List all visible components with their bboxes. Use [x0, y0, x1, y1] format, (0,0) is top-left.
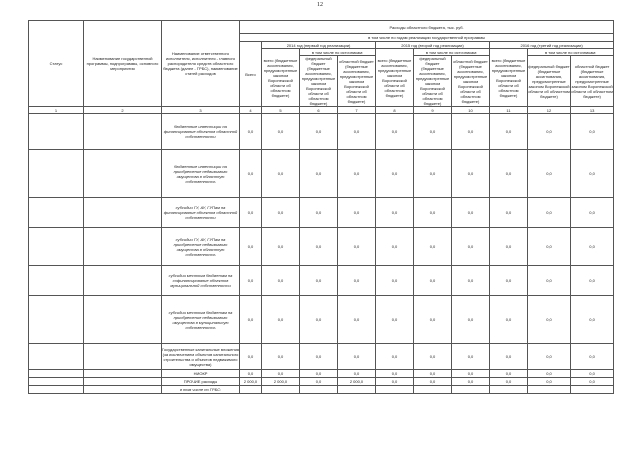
header-status: Статус: [29, 21, 84, 107]
value-cell: 0,0: [376, 228, 414, 266]
value-cell: 0,0: [262, 296, 300, 344]
value-cell: 0,0: [452, 228, 490, 266]
program-cell: [84, 150, 162, 198]
header-program-name: Наименование государственной программы, подпрограммы, основного мероприятия: [84, 21, 162, 107]
value-cell: [490, 386, 528, 394]
column-number-row: [29, 107, 614, 114]
header-year-2014: 2014 год (первый год реализации): [262, 42, 376, 49]
value-cell: [571, 386, 614, 394]
header-col-total-2015: всего (бюджетные ассигнования, предусмотренные законом Воронежской области об областном бюджете): [376, 49, 414, 107]
value-cell: 0,0: [528, 114, 571, 150]
program-cell: [84, 344, 162, 370]
value-cell: [452, 386, 490, 394]
column-number: 10: [452, 107, 490, 114]
row-label: субсидии ГУ, АУ, ГУПам на финансирование объектов областной собственности: [162, 198, 240, 228]
header-sources-2015: в том числе по источникам:: [414, 49, 490, 56]
value-cell: 0,0: [571, 296, 614, 344]
value-cell: 0,0: [262, 266, 300, 296]
header-year-2015: 2015 год (второй год реализации): [376, 42, 490, 49]
value-cell: [414, 386, 452, 394]
status-cell: [29, 198, 84, 228]
value-cell: [240, 386, 262, 394]
value-cell: 0,0: [300, 370, 338, 378]
row-label: бюджетные инвестиции на финансирование объектов областной собственности: [162, 114, 240, 150]
value-cell: 0,0: [376, 150, 414, 198]
program-cell: [84, 378, 162, 386]
value-cell: 0,0: [490, 198, 528, 228]
table-row: [29, 228, 614, 266]
column-number: 3: [162, 107, 240, 114]
value-cell: 0,0: [240, 198, 262, 228]
value-cell: 0,0: [528, 370, 571, 378]
page-number: 12: [317, 2, 323, 8]
status-cell: [29, 296, 84, 344]
value-cell: 0,0: [571, 114, 614, 150]
value-cell: 0,0: [240, 150, 262, 198]
row-label: субсидии ГУ, АУ, ГУПам на приобретение недвижимого имущества в областную собственность: [162, 228, 240, 266]
value-cell: 0,0: [376, 114, 414, 150]
value-cell: 0,0: [376, 344, 414, 370]
status-cell: [29, 386, 84, 394]
status-cell: [29, 370, 84, 378]
table-row: [29, 114, 614, 150]
value-cell: 0,0: [240, 344, 262, 370]
value-cell: 0,0: [300, 198, 338, 228]
value-cell: 0,0: [452, 378, 490, 386]
value-cell: 0,0: [376, 370, 414, 378]
value-cell: 0,0: [452, 296, 490, 344]
value-cell: 0,0: [571, 266, 614, 296]
table-body: [29, 114, 614, 394]
value-cell: 0,0: [414, 266, 452, 296]
value-cell: 0,0: [300, 266, 338, 296]
header-regional-2015: областной бюджет (бюджетные ассигнования, предусмотренные законом Воронежской области об областном бюджете): [452, 56, 490, 107]
status-cell: [29, 378, 84, 386]
value-cell: 0,0: [490, 266, 528, 296]
value-cell: 0,0: [414, 114, 452, 150]
table-row: [29, 198, 614, 228]
table-row: [29, 386, 614, 394]
program-cell: [84, 370, 162, 378]
value-cell: 0,0: [262, 150, 300, 198]
value-cell: 0,0: [376, 198, 414, 228]
status-cell: [29, 114, 84, 150]
value-cell: 0,0: [452, 114, 490, 150]
value-cell: 0,0: [490, 150, 528, 198]
header-executor: Наименование ответственного исполнителя, исполнителя - главного распорядителя средств областного бюджета (далее - ГРБС), наименование статей расходов: [162, 21, 240, 107]
value-cell: 0,0: [414, 344, 452, 370]
column-number: 4: [240, 107, 262, 114]
column-number: 13: [571, 107, 614, 114]
value-cell: 0,0: [262, 370, 300, 378]
row-label: в том числе по ГРБС:: [162, 386, 240, 394]
value-cell: 0,0: [338, 150, 376, 198]
value-cell: 0,0: [490, 378, 528, 386]
value-cell: 0,0: [300, 228, 338, 266]
table-row: [29, 378, 614, 386]
value-cell: 0,0: [300, 296, 338, 344]
row-label: бюджетные инвестиции на приобретение недвижимого имущества в областную собственность: [162, 150, 240, 198]
value-cell: 0,0: [338, 344, 376, 370]
status-cell: [29, 266, 84, 296]
value-cell: 0,0: [262, 114, 300, 150]
value-cell: 0,0: [376, 266, 414, 296]
table-row: [29, 344, 614, 370]
value-cell: 0,0: [490, 114, 528, 150]
value-cell: 0,0: [338, 296, 376, 344]
row-label: субсидии местным бюджетам на софинансирование объектов муниципальной собственности: [162, 266, 240, 296]
value-cell: 0,0: [452, 266, 490, 296]
value-cell: 0,0: [240, 296, 262, 344]
table-row: [29, 150, 614, 198]
value-cell: 0,0: [571, 150, 614, 198]
value-cell: 0,0: [571, 198, 614, 228]
value-cell: 0,0: [490, 344, 528, 370]
program-cell: [84, 266, 162, 296]
status-cell: [29, 228, 84, 266]
value-cell: 0,0: [528, 266, 571, 296]
value-cell: [262, 386, 300, 394]
value-cell: 0,0: [490, 296, 528, 344]
value-cell: 0,0: [571, 378, 614, 386]
value-cell: 0,0: [452, 150, 490, 198]
value-cell: 0,0: [262, 344, 300, 370]
value-cell: 0,0: [240, 266, 262, 296]
header-col-total-2014: всего (бюджетные ассигнования, предусмотренные законом Воронежской области об областном бюджете): [262, 49, 300, 107]
status-cell: [29, 150, 84, 198]
table-row: [29, 370, 614, 378]
value-cell: 0,0: [300, 344, 338, 370]
header-sources-2014: в том числе по источникам:: [300, 49, 376, 56]
value-cell: 0,0: [414, 378, 452, 386]
value-cell: 0,0: [528, 296, 571, 344]
value-cell: [338, 386, 376, 394]
value-cell: 0,0: [414, 150, 452, 198]
table-row: [29, 296, 614, 344]
value-cell: 0,0: [452, 198, 490, 228]
table-row: [29, 266, 614, 296]
status-cell: [29, 344, 84, 370]
header-federal-2014: федеральный бюджет (бюджетные ассигнования, предусмотренные законом Воронежской области об областном бюджете): [300, 56, 338, 107]
value-cell: 0,0: [528, 378, 571, 386]
row-label: субсидии местным бюджетам на приобретение недвижимого имущества в муниципальную собственность: [162, 296, 240, 344]
program-cell: [84, 114, 162, 150]
header-year-2016: 2016 год (третий год реализации): [490, 42, 614, 49]
value-cell: 0,0: [338, 266, 376, 296]
program-cell: [84, 386, 162, 394]
value-cell: [376, 386, 414, 394]
header-federal-2016: федеральный бюджет (бюджетные ассигнования, предусмотренные законом Воронежской области об областном бюджете): [528, 56, 571, 107]
row-label: НИОКР: [162, 370, 240, 378]
column-number: 11: [490, 107, 528, 114]
program-cell: [84, 296, 162, 344]
column-number: 1: [29, 107, 84, 114]
value-cell: 0,0: [240, 228, 262, 266]
column-number: 6: [300, 107, 338, 114]
column-number: 5: [262, 107, 300, 114]
value-cell: 0,0: [338, 198, 376, 228]
budget-table: [28, 20, 614, 394]
value-cell: 0,0: [490, 228, 528, 266]
program-cell: [84, 228, 162, 266]
value-cell: 0,0: [338, 114, 376, 150]
row-label: Государственные капитальные вложения (за исключением объектов капитального строительства и объектов недвижимого имущества): [162, 344, 240, 370]
value-cell: 0,0: [528, 150, 571, 198]
value-cell: 0,0: [452, 344, 490, 370]
row-label: ПРОЧИЕ расходы: [162, 378, 240, 386]
header-federal-2015: федеральный бюджет (бюджетные ассигнования, предусмотренные законом Воронежской области об областном бюджете): [414, 56, 452, 107]
header-regional-2014: областной бюджет (бюджетные ассигнования, предусмотренные законом Воронежской области об областном бюджете): [338, 56, 376, 107]
value-cell: 0,0: [414, 370, 452, 378]
value-cell: 2 000,0: [338, 378, 376, 386]
value-cell: 0,0: [528, 228, 571, 266]
value-cell: 0,0: [414, 228, 452, 266]
value-cell: 0,0: [262, 228, 300, 266]
column-number: 12: [528, 107, 571, 114]
value-cell: [300, 386, 338, 394]
value-cell: 0,0: [240, 370, 262, 378]
value-cell: 0,0: [414, 296, 452, 344]
value-cell: 0,0: [571, 344, 614, 370]
value-cell: 0,0: [414, 198, 452, 228]
value-cell: [528, 386, 571, 394]
value-cell: 0,0: [528, 344, 571, 370]
value-cell: 0,0: [300, 114, 338, 150]
header-sub-group: в том числе по годам реализации государственной программы: [240, 34, 614, 42]
value-cell: 0,0: [376, 378, 414, 386]
header-sources-2016: в том числе по источникам:: [528, 49, 614, 56]
value-cell: 0,0: [376, 296, 414, 344]
header-total: Всего: [240, 42, 262, 107]
value-cell: 0,0: [240, 114, 262, 150]
header-top-group: Расходы областного бюджета, тыс. руб.: [240, 21, 614, 34]
value-cell: 0,0: [262, 198, 300, 228]
value-cell: 0,0: [571, 370, 614, 378]
value-cell: 0,0: [528, 198, 571, 228]
column-number: 8: [376, 107, 414, 114]
value-cell: 0,0: [571, 228, 614, 266]
value-cell: 0,0: [300, 150, 338, 198]
program-cell: [84, 198, 162, 228]
value-cell: 0,0: [490, 370, 528, 378]
column-number: 2: [84, 107, 162, 114]
header-col-total-2016: всего (бюджетные ассигнования, предусмотренные законом Воронежской области об областном бюджете): [490, 49, 528, 107]
value-cell: 0,0: [338, 370, 376, 378]
value-cell: 0,0: [452, 370, 490, 378]
value-cell: 2 000,0: [262, 378, 300, 386]
value-cell: 0,0: [338, 228, 376, 266]
value-cell: 0,0: [300, 378, 338, 386]
value-cell: 2 000,0: [240, 378, 262, 386]
column-number: 9: [414, 107, 452, 114]
column-number: 7: [338, 107, 376, 114]
header-regional-2016: областной бюджет (бюджетные ассигнования, предусмотренные законом Воронежской области об областном бюджете): [571, 56, 614, 107]
